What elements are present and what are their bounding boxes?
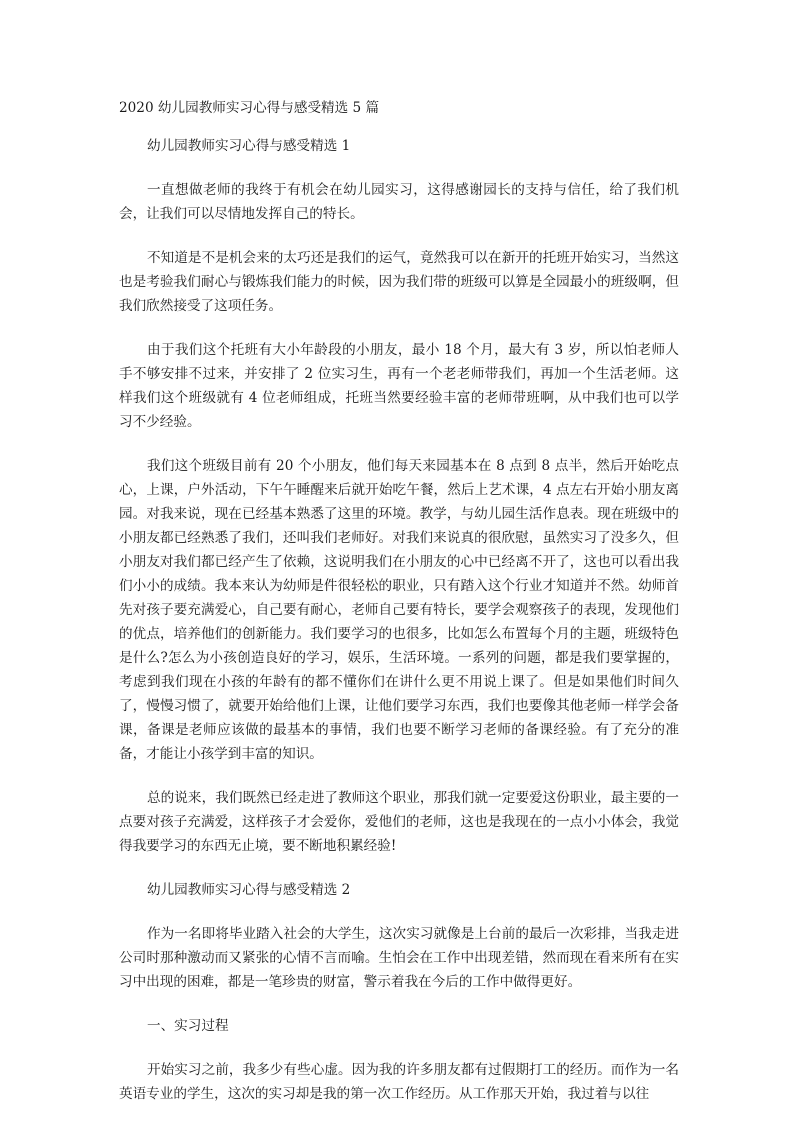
paragraph: 由于我们这个托班有大小年龄段的小朋友，最小 18 个月，最大有 3 岁，所以怕老师人手不够安排不过来，并安排了 2 位实习生，再有一个老老师带我们，再加一个生活老师。这样我们这个班级就有 4 位老师组成，托班当然要经验丰富的老师带班啊，从中我们也可以学习不少经验。 <box>119 342 679 430</box>
subsection-heading: 一、实习过程 <box>147 1018 229 1034</box>
document-body <box>119 96 679 1126</box>
paragraph: 一直想做老师的我终于有机会在幼儿园实习，这得感谢园长的支持与信任，给了我们机会，让我们可以尽情地发挥自己的特长。 <box>119 182 679 222</box>
section-heading-2: 幼儿园教师实习心得与感受精选 2 <box>147 882 351 898</box>
paragraph: 作为一名即将毕业踏入社会的大学生，这次实习就像是上台前的最后一次彩排，当我走进公司时那种激动而又紧张的心情不言而喻。生怕会在工作中出现差错，然而现在看来所有在实习中出现的困难，都是一笔珍贵的财富，警示着我在今后的工作中做得更好。 <box>119 926 679 990</box>
section-heading-1: 幼儿园教师实习心得与感受精选 1 <box>147 138 351 154</box>
document-title: 2020 幼儿园教师实习心得与感受精选 5 篇 <box>119 100 380 116</box>
paragraph: 开始实习之前，我多少有些心虚。因为我的许多朋友都有过假期打工的经历。而作为一名英语专业的学生，这次的实习却是我的第一次工作经历。从工作那天开始，我过着与以往 <box>119 1062 679 1102</box>
paragraph: 总的说来，我们既然已经走进了教师这个职业，那我们就一定要爱这份职业，最主要的一点要对孩子充满爱，这样孩子才会爱你，爱他们的老师，这也是我现在的一点小小体会，我觉得我要学习的东西无止境，要不断地积累经验! <box>119 790 679 854</box>
paragraph: 不知道是不是机会来的太巧还是我们的运气，竟然我可以在新开的托班开始实习，当然这也是考验我们耐心与锻炼我们能力的时候，因为我们带的班级可以算是全园最小的班级啊，但我们欣然接受了这项任务。 <box>119 250 679 314</box>
paragraph: 我们这个班级目前有 20 个小朋友，他们每天来园基本在 8 点到 8 点半，然后开始吃点心，上课，户外活动，下午午睡醒来后就开始吃午餐，然后上艺术课，4 点左右开始小朋友离园。对我来说，现在已经基本熟悉了这里的环境。教学，与幼儿园生活作息表。现在班级中的小朋友都已经熟悉了我们，还叫我们老师好。对我们来说真的很欣慰，虽然实习了没多久，但小朋友对我们都已经产生了依赖，这说明我们在小朋友的心中已经离不开了，这也可以看出我们小小的成绩。我本来认为幼师是件很轻松的职业，只有踏入这个行业才知道并不然。幼师首先对孩子要充满爱心，自己要有耐心，老师自己要有特长，要学会观察孩子的表现，发现他们的优点，培养他们的创新能力。我们要学习的也很多，比如怎么布置每个月的主题，班级特色是什么?怎么为小孩创造良好的学习，娱乐，生活环境。一系列的问题，都是我们要掌握的，考虑到我们现在小孩的年龄有的都不懂你们在讲什么更不用说上课了。但是如果他们时间久了，慢慢习惯了，就要开始给他们上课，让他们要学习东西，我们也要像其他老师一样学会备课，备课是老师应该做的最基本的事情，我们也要不断学习老师的备课经验。有了充分的准备，才能让小孩学到丰富的知识。 <box>119 458 679 762</box>
